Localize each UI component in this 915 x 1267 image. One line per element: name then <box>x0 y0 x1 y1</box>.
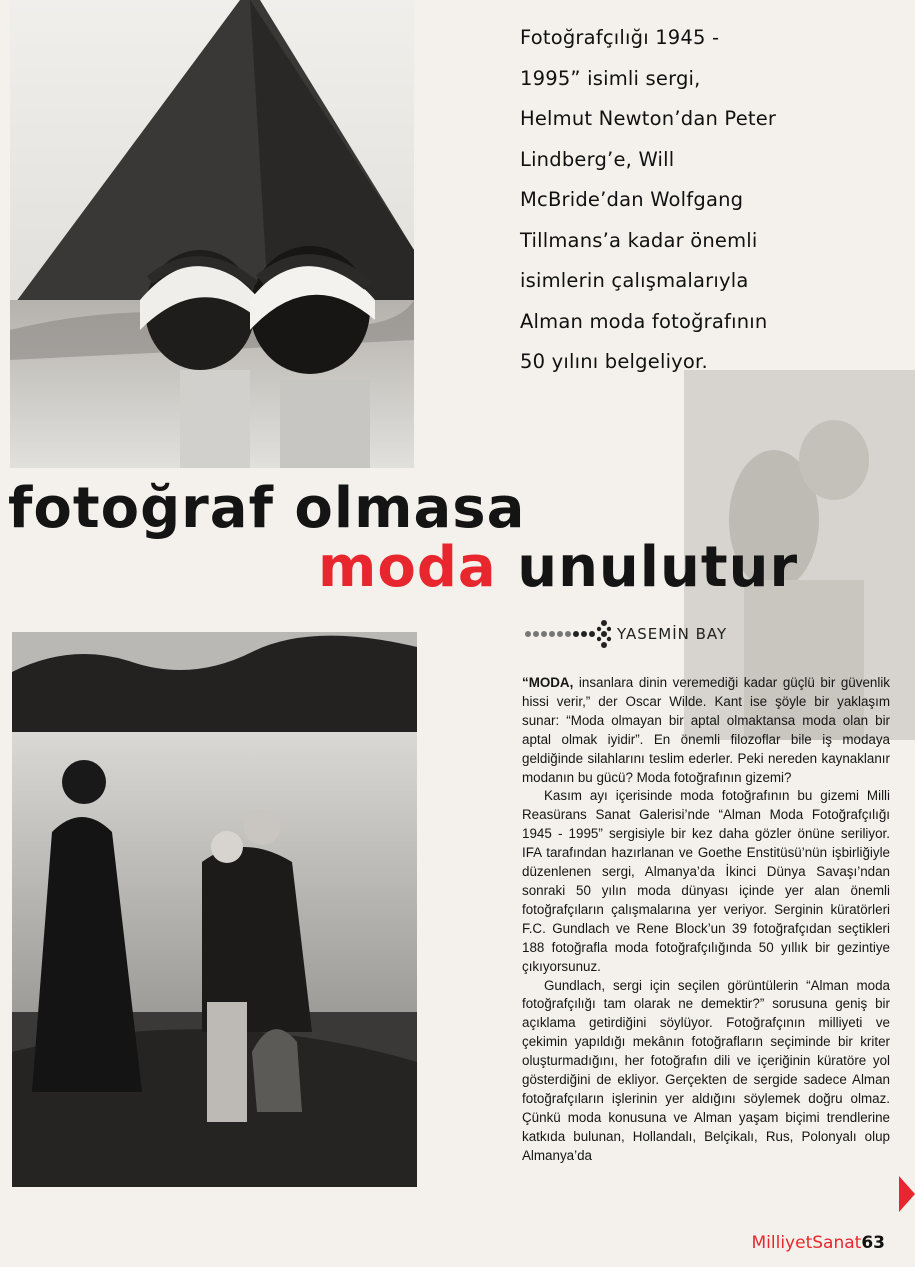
pull-quote-line: 50 yılını belgeliyor. <box>520 350 708 373</box>
pull-quote-line: Helmut Newton’dan Peter <box>520 107 777 130</box>
pull-quote-line: Lindberg’e, Will <box>520 147 675 171</box>
diamond-cross-icon <box>597 619 611 649</box>
body-paragraph: Gundlach, sergi için seçilen görüntülerin “Alman moda fotoğrafçılığı tam olarak ne demektir?” sorusuna geniş bir açıklama getirdiğini söylüyor. Fotoğrafçının milliyeti ve çekimin yapıldığı mekânın fotoğrafların seçiminde bir kriter oluşturmadığını, her fotoğrafın dili ve içeriğinin küratöre yol gösterdiğini de ekliyor. Gerçekten de sergide sadece Alman fotoğrafçıların işlerinin yer aldığını söylemek doğru olmaz. Çünkü moda konusuna ve Alman yaşam biçimi trendlerine katkıda bulunan, Hollandalı, Belçikalı, Rus, Polonyalı olup Almanya’da <box>522 977 890 1163</box>
body-paragraph <box>522 674 890 787</box>
headline-rest: unulutur <box>496 535 799 600</box>
lead-word: “MODA, <box>522 675 574 690</box>
headline-red-word: moda <box>318 535 497 600</box>
headline-line-2 <box>318 535 798 600</box>
headline-line-1: fotoğraf olmasa <box>8 476 526 541</box>
pull-quote-line: 1995” isimli sergi, <box>520 66 701 90</box>
pull-quote-line: Tillmans’a kadar önemli <box>520 228 758 252</box>
body-paragraph: Kasım ayı içerisinde moda fotoğrafının bu gizemi Milli Reasürans Sanat Galerisi’nde “Alman Moda Fotoğrafçılığı 1945 - 1995” sergisiyle bir kez daha gözler önüne seriliyor. IFA tarafından hazırlanan ve Goethe Enstitüsü’nün işbirliğiyle düzenlenen sergi, Almanya’da İkinci Dünya Savaşı’ndan sonraki 50 yılın moda dünyası içinde yer alan önemli fotoğrafçıların çalışmalarına yer veriyor. Serginin küratörleri F.C. Gundlach ve Rene Block’un 39 fotoğrafçıdan seçtikleri 188 fotoğrafla moda fotoğrafçılığında 50 yıllık bir gezintiye çıkıyorsunuz. <box>522 788 890 974</box>
paragraph-text: insanlara dinin veremediği kadar güçlü bir güvenlik hissi verir,” der Oscar Wilde. Kant ise şöyle bir yaklaşım sunar: “Moda olmayan bir aptal olmaktansa moda olan bir aptal olmak iyidir”. En önemli filozoflar bile iş modaya geldiğinde silahlarını teslim ederler. Peki nereden kaynaklanır modanın bu gücü? Moda fotoğrafının gizemi? <box>522 675 890 785</box>
pull-quote <box>520 18 900 383</box>
photo-pyramid-models <box>10 0 414 468</box>
byline <box>525 620 727 648</box>
page-footer <box>752 1233 886 1253</box>
footer-brand-sanat: Sanat <box>812 1233 862 1253</box>
next-page-arrow-icon <box>899 1176 915 1212</box>
footer-brand-milliyet: Milliyet <box>751 1233 813 1253</box>
pull-quote-line: isimlerin çalışmalarıyla <box>520 269 749 292</box>
author-name: YASEMİN BAY <box>617 625 728 643</box>
pull-quote-line: Fotoğrafçılığı 1945 - <box>520 26 720 49</box>
pull-quote-line: Alman moda fotoğrafının <box>520 309 768 333</box>
byline-dots-icon <box>525 619 611 649</box>
page-number: 63 <box>861 1233 885 1253</box>
article-body <box>522 674 890 1166</box>
pull-quote-line: McBride’dan Wolfgang <box>520 188 744 211</box>
photo-lake-couple <box>12 632 417 1187</box>
